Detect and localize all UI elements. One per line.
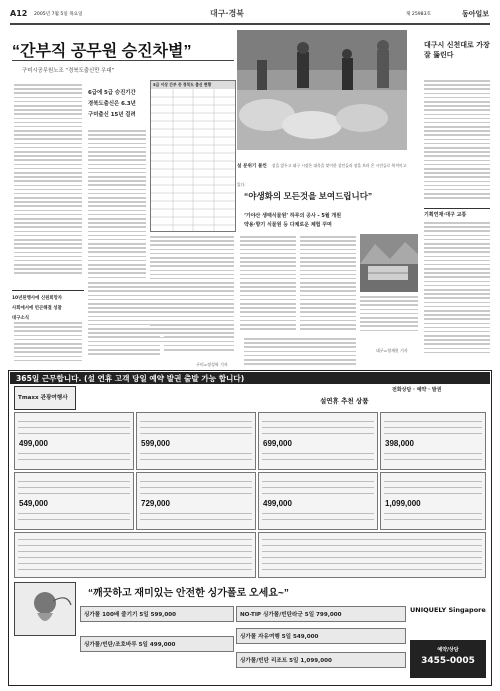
page-number: A12 xyxy=(10,9,28,18)
brief-body xyxy=(14,322,82,364)
right-body-1 xyxy=(424,80,490,201)
main-body-col1 xyxy=(14,84,82,277)
sg-deal-2-text: NO-TIP 싱가폴/빈탄라군 5일 799,000 xyxy=(240,612,342,618)
ad-cell-1 xyxy=(14,412,134,470)
price-5: 549,000 xyxy=(19,499,48,508)
singapore-slogan: “깨끗하고 재미있는 안전한 싱가폴로 오세요~” xyxy=(88,588,289,599)
pull-line-2: 경북도출신은 6.3년 xyxy=(88,101,136,107)
merlion-icon xyxy=(15,583,75,635)
feature-body-2 xyxy=(300,236,356,332)
market-photo xyxy=(237,30,407,150)
masthead xyxy=(10,8,490,22)
agency-name: Tmaxx 관광여행사 xyxy=(18,395,68,401)
boxed-brief xyxy=(12,290,84,321)
feature-body-1 xyxy=(240,236,296,332)
main-body-col5 xyxy=(164,282,234,353)
table-title: 5급 이상 간부 중 경북도 출신 현황 xyxy=(151,81,235,89)
feature-body-3 xyxy=(360,296,418,334)
section-title: 대구·경북 xyxy=(210,9,244,18)
main-body-col4 xyxy=(88,282,160,357)
ad-banner-text: 365일 근무합니다. (설 연휴 고객 당일 예약 발권 출발 가능 합니다) xyxy=(16,374,245,383)
price-8: 1,099,000 xyxy=(385,499,421,508)
ad-cell-7 xyxy=(258,472,378,530)
price-7: 499,000 xyxy=(263,499,292,508)
brief-line-2: 사회에서에 빈곤해결 성찰 xyxy=(12,306,62,311)
table-grid xyxy=(151,89,235,231)
main-headline: “간부직 공무원 승진차별” xyxy=(12,43,192,60)
price-1: 499,000 xyxy=(19,439,48,448)
agency-logo xyxy=(14,386,76,410)
feature-sub-1: ‘가야산 생태식물원’ 하루의 공사 - 5월 개원 xyxy=(244,213,342,219)
ad-sub-banner: 전화상담 · 예약 · 발권 xyxy=(392,387,442,393)
sg-deal-1-text: 싱가폴 100배 즐기기 5일 599,000 xyxy=(84,612,177,618)
sg-deal-4-text: 싱가폴 자유여행 5일 549,000 xyxy=(240,634,319,640)
feature-body-4 xyxy=(244,338,356,367)
phone-label: 예약/상담 xyxy=(437,647,459,653)
right-subhead: 기획연재·대구 교통 xyxy=(424,208,490,218)
ad-top-banner xyxy=(10,372,490,384)
feature-subhead xyxy=(244,212,414,230)
sg-deal-2 xyxy=(236,606,406,622)
pull-line-1: 6급에 5급 승진기간 xyxy=(88,90,136,96)
stats-table xyxy=(150,80,236,232)
promo-title: 설연휴 추천 상품 xyxy=(320,397,369,405)
paper-name: 동아일보 xyxy=(462,10,490,18)
main-body-col2 xyxy=(88,130,146,281)
ad-cell-4 xyxy=(380,412,486,470)
sg-deal-5-text: 싱가폴/빈탄 리조트 5일 1,099,000 xyxy=(240,658,332,664)
feature-headline: “야생화의 모든것을 보여드립니다” xyxy=(244,191,373,201)
feature-photo xyxy=(360,234,418,292)
issue-number: 제 25983호 xyxy=(406,12,431,17)
phone-number: 3455-0005 xyxy=(421,656,475,666)
brief-line-1: 10년된행사에 신원희망자 xyxy=(12,296,63,301)
feature-sub-2: 약용·향기 식물원 등 다채로운 체험 꾸며 xyxy=(244,222,332,228)
merlion-logo xyxy=(14,582,76,636)
ad-cell-3 xyxy=(258,412,378,470)
ad-cell-8 xyxy=(380,472,486,530)
price-6: 729,000 xyxy=(141,499,170,508)
ad-cell-2 xyxy=(136,412,256,470)
ad-cell-9 xyxy=(14,532,256,578)
price-4: 398,000 xyxy=(385,439,414,448)
price-3: 699,000 xyxy=(263,439,292,448)
ad-cell-5 xyxy=(14,472,134,530)
caption-text: 설을 앞두고 대구 시장은 대목을 맞이한 상인들과 장을 보러 온 시민들로 북적이고 있다. xyxy=(237,163,407,187)
ad-cell-6 xyxy=(136,472,256,530)
right-body-2 xyxy=(424,222,490,356)
caption-bold: 설 분위기 물씬 xyxy=(237,164,267,169)
sg-deal-4 xyxy=(236,628,406,644)
sg-brand: UNIQUELY Singapore xyxy=(410,606,486,614)
pull-line-3: 구미출신 15년 걸려 xyxy=(88,112,136,118)
feature-byline: 대구=정재헌 기자 xyxy=(376,348,408,353)
sg-deal-5 xyxy=(236,652,406,668)
main-subhead: 구미시공무원노조 “경북도출신만 우대” xyxy=(22,68,115,74)
sg-deal-3 xyxy=(80,636,234,652)
sg-deal-1 xyxy=(80,606,234,622)
issue-date: 2005년 7월 5일 목요일 xyxy=(34,12,83,17)
ad-cell-10 xyxy=(258,532,486,578)
main-byline: 구미=정성학 기자 xyxy=(196,362,228,367)
sg-deal-3-text: 싱가폴/빈탄/조호바루 5일 499,000 xyxy=(84,642,176,648)
right-headline: 대구시 신천대로 가장 잘 뚫린다 xyxy=(424,41,490,59)
contact-box xyxy=(410,640,486,678)
price-2: 599,000 xyxy=(141,439,170,448)
brief-tag: 대구소식 xyxy=(12,316,29,321)
photo-caption xyxy=(237,152,407,190)
pull-quote xyxy=(88,88,146,121)
